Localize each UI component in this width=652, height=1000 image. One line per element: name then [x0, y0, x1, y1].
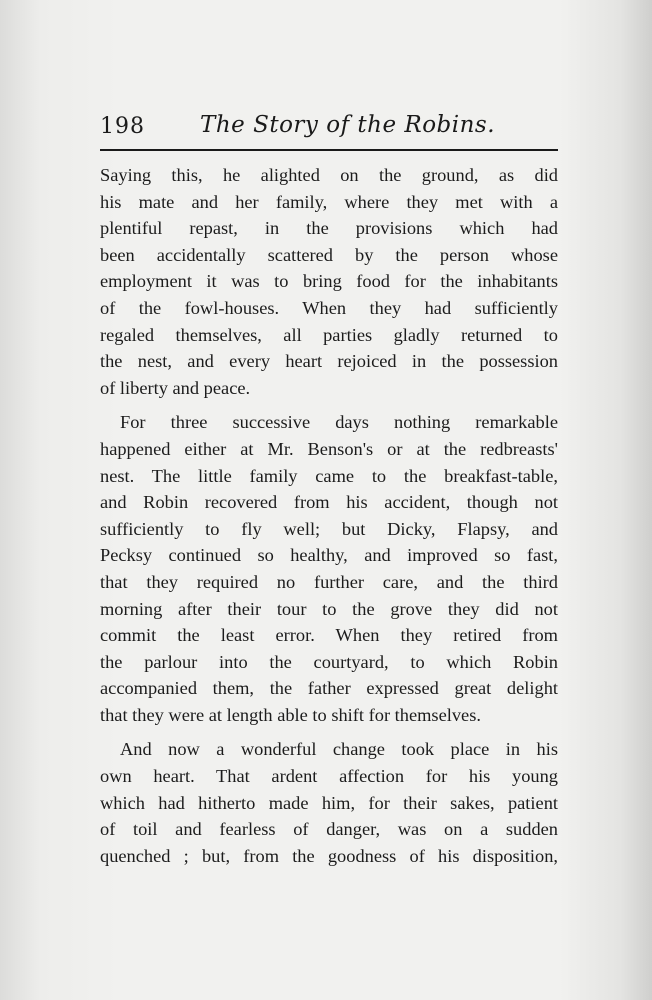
paragraph-gap: [100, 728, 558, 736]
text-line: accompanied them, the father expressed great delight: [100, 678, 558, 699]
text-line: sufficiently to fly well; but Dicky, Flapsy, and: [100, 518, 558, 539]
text-line: morning after their tour to the grove they did not: [100, 598, 558, 619]
text-line: been accidentally scattered by the person whose: [100, 244, 558, 265]
text-line: regaled themselves, all parties gladly returned to: [100, 324, 558, 345]
text-line: the nest, and every heart rejoiced in the possession: [100, 351, 558, 372]
text-line: the parlour into the courtyard, to which Robin: [100, 651, 558, 672]
paragraph-3: [100, 736, 558, 869]
text-line: which had hitherto made him, for their sakes, patient: [100, 792, 558, 813]
text-line: of liberty and peace.: [100, 377, 251, 398]
text-line: his mate and her family, where they met with a: [100, 191, 558, 212]
text-line: of toil and fearless of danger, was on a sudden: [100, 819, 558, 840]
text-line: Pecksy continued so healthy, and improved so fast,: [100, 545, 558, 566]
text-line: own heart. That ardent affection for his young: [100, 766, 558, 787]
paragraph-1: [100, 162, 558, 401]
text-line: And now a wonderful change took place in his: [120, 739, 558, 760]
paragraph-gap: [100, 401, 558, 409]
header-rule: [100, 149, 558, 151]
text-line: that they were at length able to shift for themselves.: [100, 704, 481, 725]
page-header: [100, 112, 558, 148]
paragraph-2: [100, 409, 558, 728]
text-line: commit the least error. When they retired from: [100, 625, 558, 646]
text-line: of the fowl-houses. When they had sufficiently: [100, 297, 558, 318]
text-line: nest. The little family came to the breakfast-table,: [100, 465, 558, 486]
text-line: plentiful repast, in the provisions which had: [100, 218, 558, 239]
body-text: [100, 162, 558, 869]
text-line: Saying this, he alighted on the ground, as did: [100, 165, 558, 185]
text-line: For three successive days nothing remarkable: [120, 412, 558, 433]
text-line: happened either at Mr. Benson's or at the redbreasts': [100, 438, 558, 459]
text-line: employment it was to bring food for the inhabitants: [100, 271, 558, 292]
text-line: and Robin recovered from his accident, though not: [100, 492, 558, 513]
text-line: quenched ; but, from the goodness of his disposition,: [100, 845, 558, 866]
running-title: The Story of the Robins.: [200, 112, 496, 138]
text-line: that they required no further care, and the third: [100, 571, 558, 592]
page-number: 198: [100, 114, 145, 139]
